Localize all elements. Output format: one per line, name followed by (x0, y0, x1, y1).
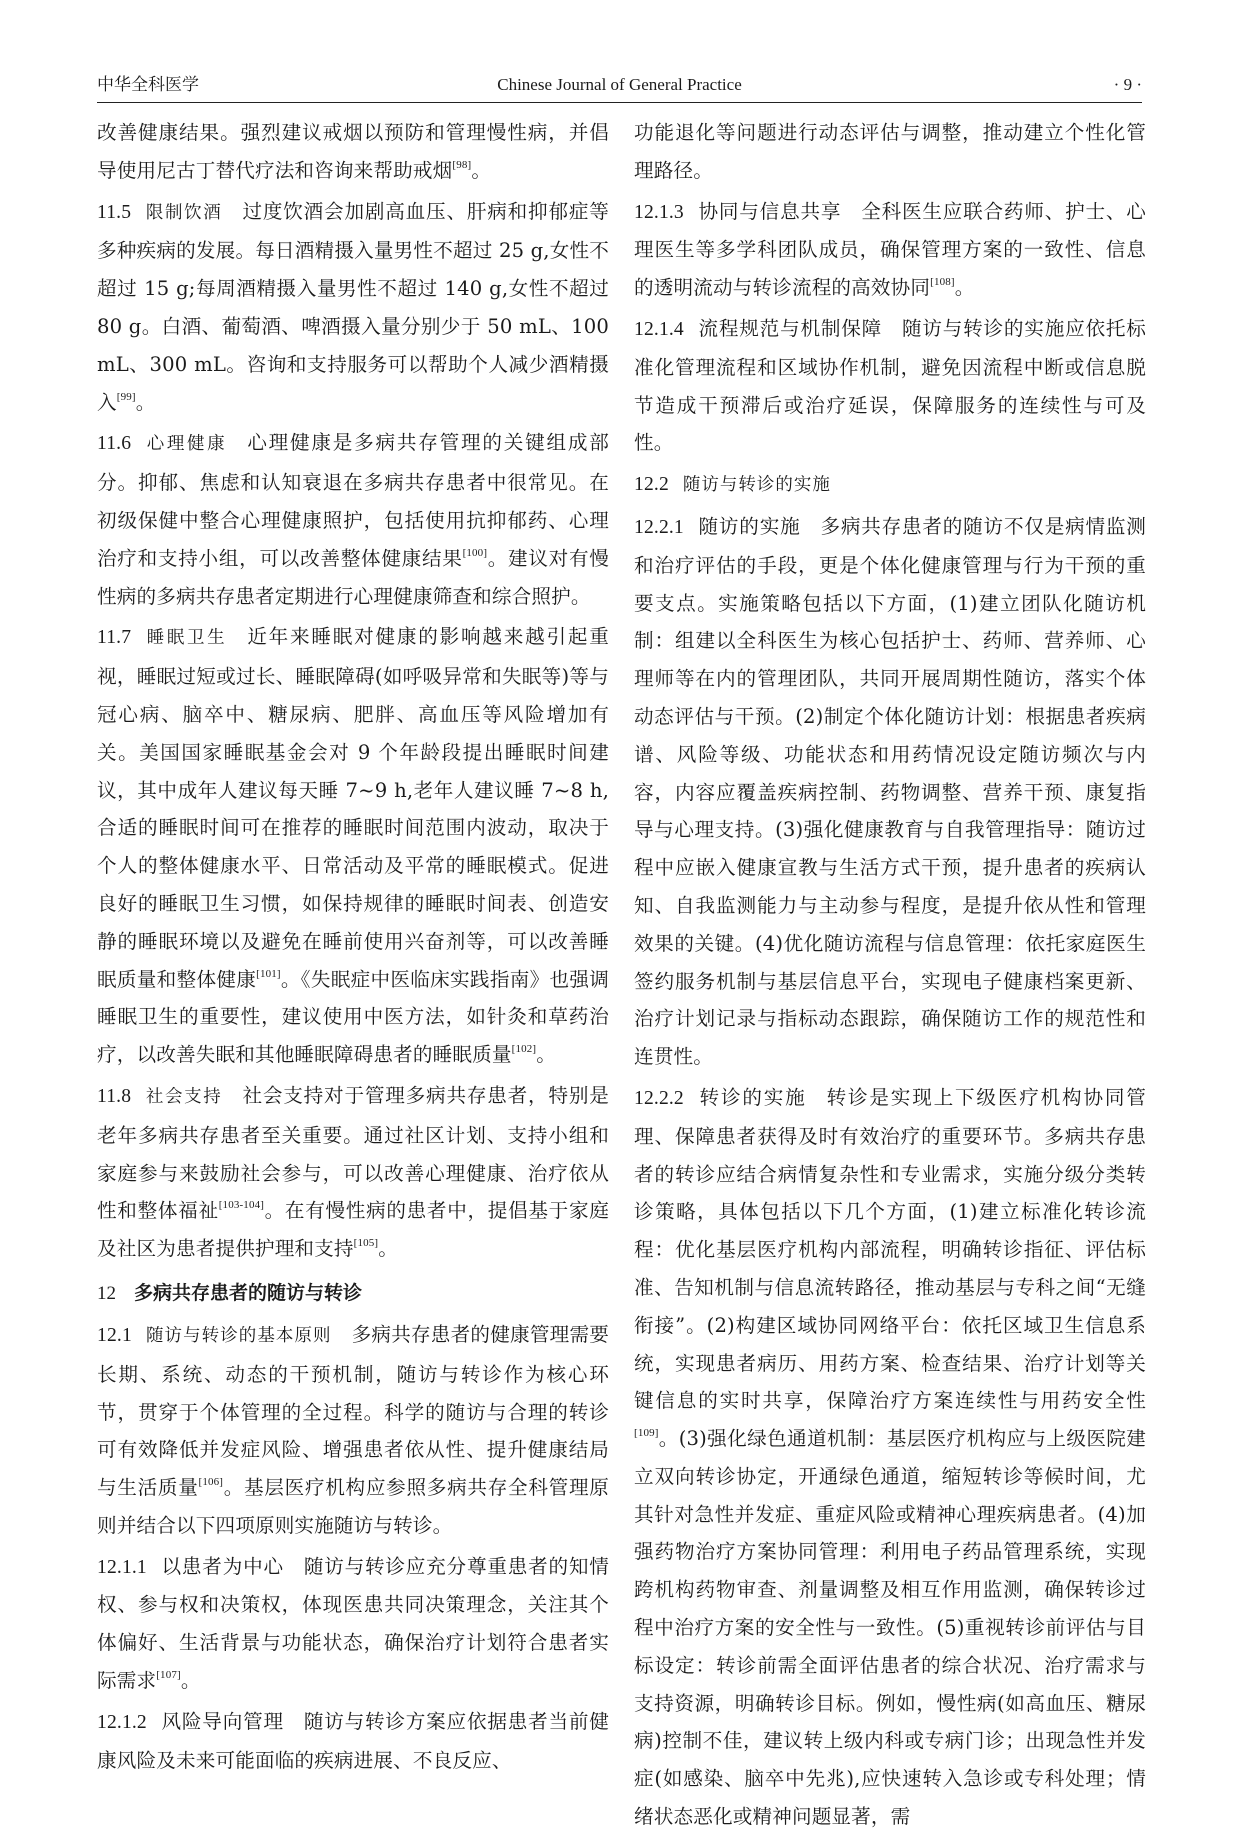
section-number: 12 (97, 1282, 116, 1304)
section-title: 多病共存患者的随访与转诊 (134, 1281, 363, 1304)
section-number: 12.1.4 (634, 318, 684, 340)
section-number: 11.7 (97, 627, 132, 649)
section-12-2 (634, 465, 1146, 505)
section-12-1-4: 12.1.4 流程规范与机制保障 随访与转诊的实施应依托标准化管理流程和区域协作机制，避免因流程中断或信息脱节造成干预滞后或治疗延误，保障服务的连续性与可及性。 (634, 316, 1146, 455)
section-heading: 心理健康 (145, 434, 228, 455)
section-number: 11.8 (97, 1085, 132, 1107)
header-rule (97, 102, 1142, 103)
section-11-5: 11.5 限制饮酒 过度饮酒会加剧高血压、肝病和抑郁症等多种疾病的发展。每日酒精摄入量男性不超过 25 g,女性不超过 15 g;每周酒精摄入量男性不超过 140 g,女性不超过 80 g。白酒、葡萄酒、啤酒摄入量分别少于 50 mL、100 mL、300 mL。咨询和支持服务可以帮助个人减少酒精摄入[99]。 (97, 199, 609, 414)
citation: [109] (634, 1427, 659, 1440)
section-12-1-3: 12.1.3 协同与信息共享 全科医生应联合药师、护士、心理医生等多学科团队成员，确保管理方案的一致性、信息的透明流动与转诊流程的高效协同[108]。 (634, 199, 1146, 300)
section-heading: 流程规范与机制保障 (697, 316, 882, 340)
section-heading: 协同与信息共享 (697, 199, 842, 223)
right-column (634, 114, 1146, 1839)
section-12-title (97, 1274, 609, 1313)
section-11-7: 11.7 睡眠卫生 近年来睡眠对健康的影响越来越引起重视，睡眠过短或过长、睡眠障碍(如呼吸异常和失眠等)等与冠心病、脑卒中、糖尿病、肥胖、高血压等风险增加有关。美国国家睡眠基金会对 9 个年龄段提出睡眠时间建议，其中成年人建议每天睡 7~9 h,老年人建议睡 7~8 h,合适的睡眠时间可在推荐的睡眠时间范围内波动，取决于个人的整体健康水平、日常活动及平常的睡眠模式。促进良好的睡眠卫生习惯，如保持规律的睡眠时间表、创造安静的睡眠环境以及避免在睡前使用兴奋剂等，可以改善睡眠质量和整体健康[101]。《失眠症中医临床实践指南》也强调睡眠卫生的重要性，建议使用中医方法，如针灸和草药治疗，以改善失眠和其他睡眠障碍患者的睡眠质量[102]。 (97, 625, 610, 1067)
section-number: 12.1.3 (634, 201, 684, 223)
section-12-1-1: 12.1.1 以患者为中心 随访与转诊应充分尊重患者的知情权、参与权和决策权，体现医患共同决策理念，关注其个体偏好、生活背景与功能状态，确保治疗计划符合患者实际需求[107]。 (97, 1554, 610, 1693)
section-heading: 随访与转诊的基本原则 (145, 1325, 332, 1346)
citation: [102] (511, 1043, 537, 1056)
paragraph-continued: 改善健康结果。强烈建议戒烟以预防和管理慢性病，并倡导使用尼古丁替代疗法和咨询来帮助戒烟[98]。 (97, 121, 609, 182)
citation: [103-104] (218, 1199, 265, 1212)
section-heading: 睡眠卫生 (145, 628, 228, 649)
section-heading: 转诊的实施 (697, 1085, 807, 1109)
left-column (97, 114, 609, 1782)
section-11-8: 11.8 社会支持 社会支持对于管理多病共存患者，特别是老年多病共存患者至关重要。通过社区计划、支持小组和家庭参与来鼓励社会参与，可以改善心理健康、治疗依从性和整体福祉[103-104]。在有慢性病的患者中，提倡基于家庭及社区为患者提供护理和支持[105]。 (97, 1083, 609, 1261)
section-12-1: 12.1 随访与转诊的基本原则 多病共存患者的健康管理需要长期、系统、动态的干预机制，随访与转诊作为核心环节，贯穿于个体管理的全过程。科学的随访与合理的转诊可有效降低并发症风险、增强患者依从性、提升健康结局与生活质量[106]。基层医疗机构应参照多病共存全科管理原则并结合以下四项原则实施随访与转诊。 (97, 1322, 609, 1537)
section-heading: 随访与转诊的实施 (682, 475, 831, 496)
section-number: 11.5 (97, 201, 132, 223)
citation: [105] (353, 1237, 379, 1250)
citation: [101] (256, 967, 281, 980)
section-number: 11.6 (97, 433, 132, 455)
section-number: 12.2.1 (634, 516, 684, 538)
citation: [99] (116, 390, 136, 403)
page-number: · 9 · (1113, 75, 1142, 94)
section-number: 12.1.2 (97, 1711, 147, 1733)
journal-name-chinese: 中华全科医学 (97, 75, 199, 94)
section-heading: 随访的实施 (697, 514, 801, 538)
running-head (97, 72, 1142, 98)
citation: [100] (462, 546, 488, 559)
section-heading: 社会支持 (145, 1086, 223, 1107)
section-number: 12.2.2 (634, 1087, 684, 1109)
paragraph-continued: 功能退化等问题进行动态评估与调整，推动建立个性化管理路径。 (634, 121, 1146, 182)
section-heading: 风险导向管理 (160, 1709, 284, 1733)
journal-name-english: Chinese Journal of General Practice (497, 75, 742, 94)
citation: [108] (930, 276, 955, 289)
citation: [107] (156, 1669, 181, 1682)
section-heading: 以患者为中心 (160, 1554, 284, 1578)
section-number: 12.2 (634, 474, 669, 496)
section-number: 12.1.1 (97, 1556, 147, 1578)
section-number: 12.1 (97, 1324, 132, 1346)
section-12-2-2: 12.2.2 转诊的实施 转诊是实现上下级医疗机构协同管理、保障患者获得及时有效治疗的重要环节。多病共存患者的转诊应结合病情复杂性和专业需求，实施分级分类转诊策略，具体包括以下几个方面，(1)建立标准化转诊流程：优化基层医疗机构内部流程，明确转诊指征、评估标准、告知机制与信息流转路径，推动基层与专科之间“无缝衔接”。(2)构建区域协同网络平台：依托区域卫生信息系统，实现患者病历、用药方案、检查结果、治疗计划等关键信息的实时共享，保障治疗方案连续性与用药安全性[109]。(3)强化绿色通道机制：基层医疗机构应与上级医院建立双向转诊协定，开通绿色通道，缩短转诊等候时间，尤其针对急性并发症、重症风险或精神心理疾病患者。(4)加强药物治疗方案协同管理：利用电子药品管理系统，实现跨机构药物审查、剂量调整及相互作用监测，确保转诊过程中治疗方案的安全性与一致性。(5)重视转诊前评估与目标设定：转诊前需全面评估患者的综合状况、治疗需求与支持资源，明确转诊目标。例如，慢性病(如高血压、糖尿病)控制不佳，建议转上级内科或专病门诊；出现急性并发症(如感染、脑卒中先兆),应快速转入急诊或专科处理；情绪状态恶化或精神问题显著，需 (634, 1085, 1147, 1829)
citation: [106] (198, 1476, 224, 1489)
section-11-6: 11.6 心理健康 心理健康是多病共存管理的关键组成部分。抑郁、焦虑和认知衰退在多病共存患者中很常见。在初级保健中整合心理健康照护，包括使用抗抑郁药、心理治疗和支持小组，可以改善整体健康结果[100]。建议对有慢性病的多病共存患者定期进行心理健康筛查和综合照护。 (97, 431, 609, 608)
citation: [98] (452, 158, 472, 171)
section-heading: 限制饮酒 (145, 202, 223, 223)
section-12-2-1: 12.2.1 随访的实施 多病共存患者的随访不仅是病情监测和治疗评估的手段，更是个体化健康管理与行为干预的重要支点。实施策略包括以下方面，(1)建立团队化随访机制：组建以全科医生为核心包括护士、药师、营养师、心理师等在内的管理团队，共同开展周期性随访，落实个体动态评估与干预。(2)制定个体化随访计划：根据患者疾病谱、风险等级、功能状态和用药情况设定随访频次与内容，内容应覆盖疾病控制、药物调整、营养干预、康复指导与心理支持。(3)强化健康教育与自我管理指导：随访过程中应嵌入健康宣教与生活方式干预，提升患者的疾病认知、自我监测能力与主动参与程度，是提升依从性和管理效果的关键。(4)优化随访流程与信息管理：依托家庭医生签约服务机制与基层信息平台，实现电子健康档案更新、治疗计划记录与指标动态跟踪，确保随访工作的规范性和连贯性。 (634, 514, 1146, 1069)
section-12-1-2: 12.1.2 风险导向管理 随访与转诊方案应依据患者当前健康风险及未来可能面临的疾病进展、不良反应、 (97, 1709, 610, 1772)
